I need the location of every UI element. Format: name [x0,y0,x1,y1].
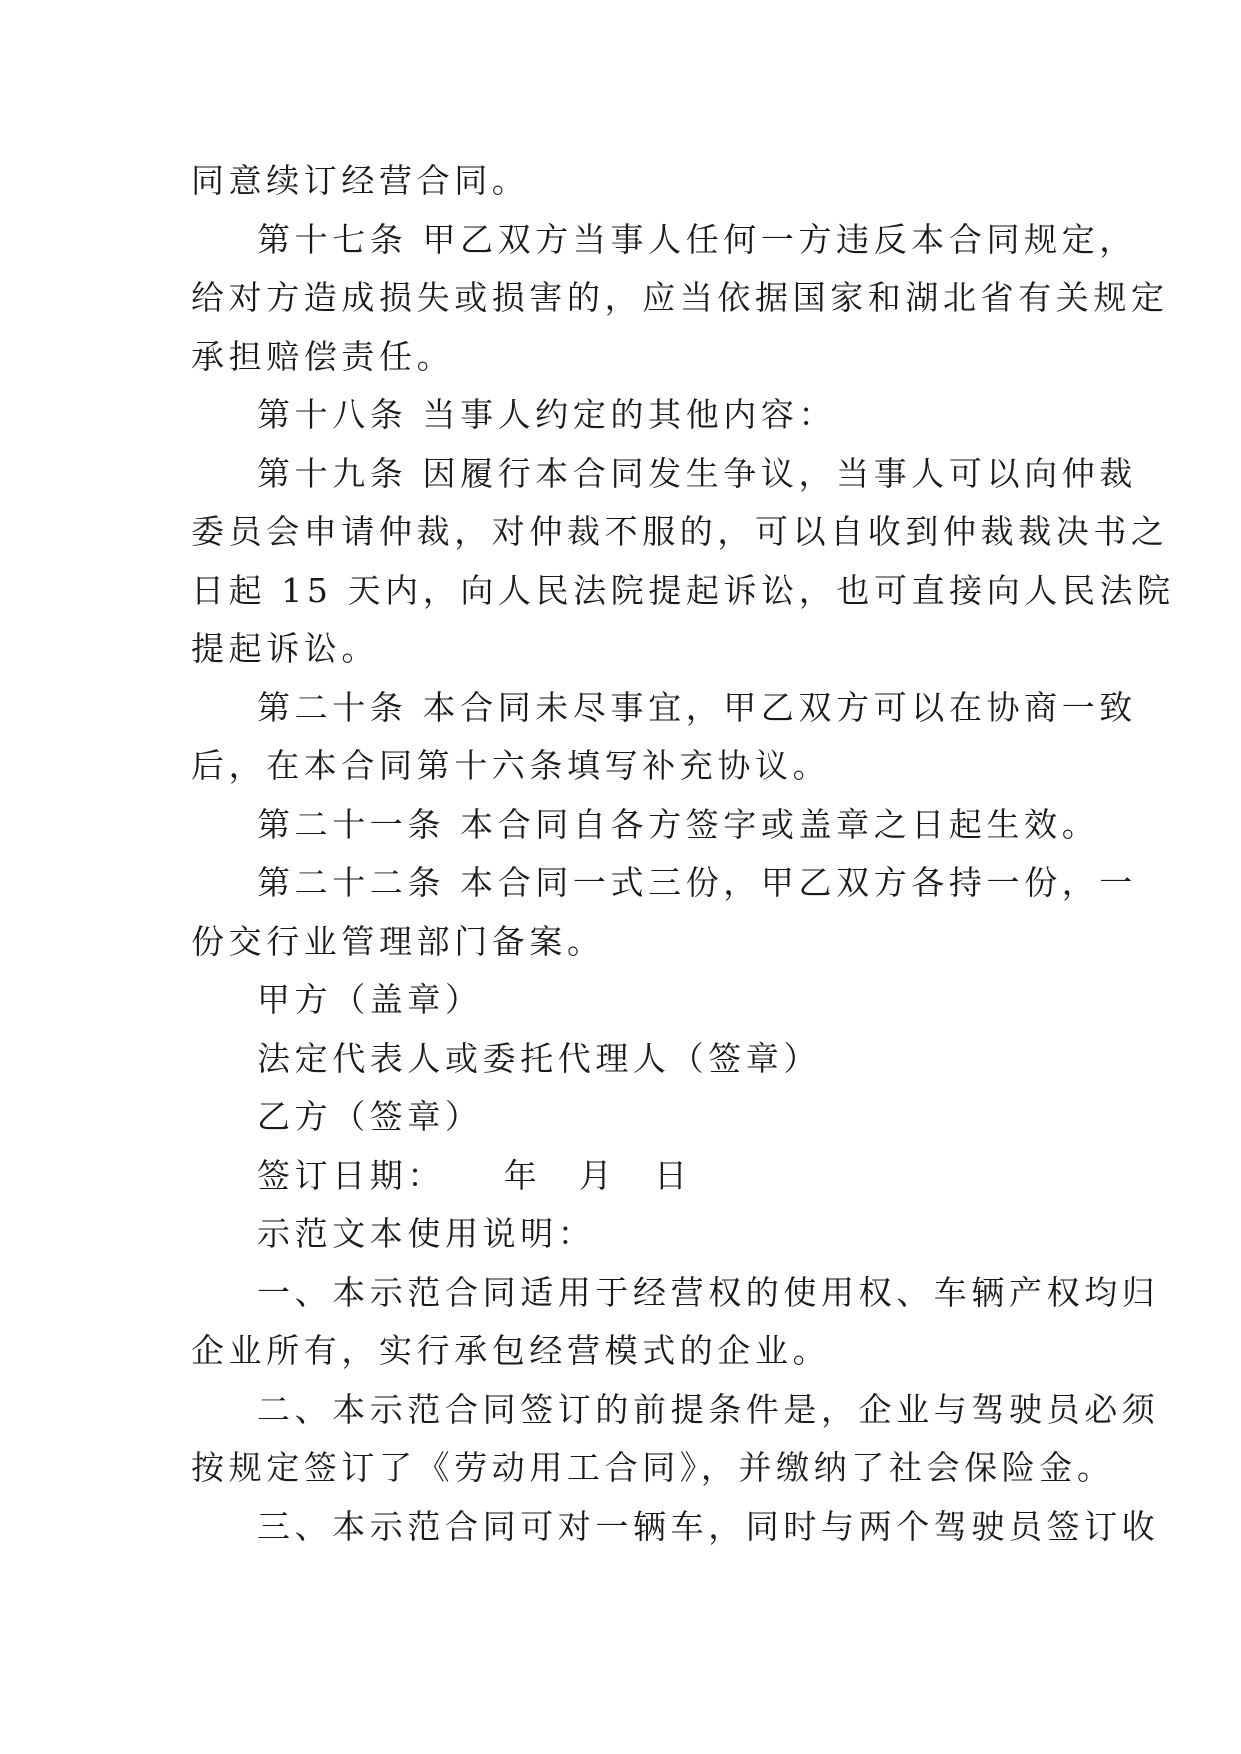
text-line: 提起诉讼。 [191,629,379,668]
signing-date: 签订日期： 年 月 日 [257,1155,692,1195]
text-line: 第二十一条 本合同自各方签字或盖章之日起生效。 [257,804,1100,844]
signature-party-b: 乙方（签章） [257,1097,483,1136]
signature-representative: 法定代表人或委托代理人（签章） [257,1038,821,1078]
text-line: 二、本示范合同签订的前提条件是，企业与驾驶员必须 [257,1389,1160,1429]
text-line: 后，在本合同第十六条填写补充协议。 [191,746,831,785]
text-line: 委员会申请仲裁，对仲裁不服的，可以自收到仲裁裁决书之 [191,512,1169,551]
text-line: 一、本示范合同适用于经营权的使用权、车辆产权均归 [257,1272,1160,1312]
text-line: 第十九条 因履行本合同发生争议，当事人可以向仲裁 [257,453,1137,493]
usage-notes-heading: 示范文本使用说明： [257,1214,596,1253]
text-line: 按规定签订了《劳动用工合同》，并缴纳了社会保险金。 [191,1448,1115,1487]
text-line: 承担赔偿责任。 [191,336,455,376]
text-line: 第二十条 本合同未尽事宜，甲乙双方可以在协商一致 [257,687,1137,727]
signature-party-a: 甲方（盖章） [257,980,483,1019]
text-line: 第二十二条 本合同一式三份，甲乙双方各持一份，一 [257,863,1137,902]
document-body [191,152,1175,1556]
text-line: 第十八条 当事人约定的其他内容： [257,395,837,434]
text-line: 第十七条 甲乙双方当事人任何一方违反本合同规定， [257,219,1137,259]
text-line: 给对方造成损失或损害的，应当依据国家和湖北省有关规定 [191,278,1169,317]
text-line: 同意续订经营合同。 [191,161,530,200]
text-line: 日起 15 天内，向人民法院提起诉讼，也可直接向人民法院 [191,570,1175,610]
text-line: 份交行业管理部门备案。 [191,921,605,961]
text-line: 企业所有，实行承包经营模式的企业。 [191,1331,831,1370]
text-line: 三、本示范合同可对一辆车，同时与两个驾驶员签订收 [257,1506,1160,1546]
